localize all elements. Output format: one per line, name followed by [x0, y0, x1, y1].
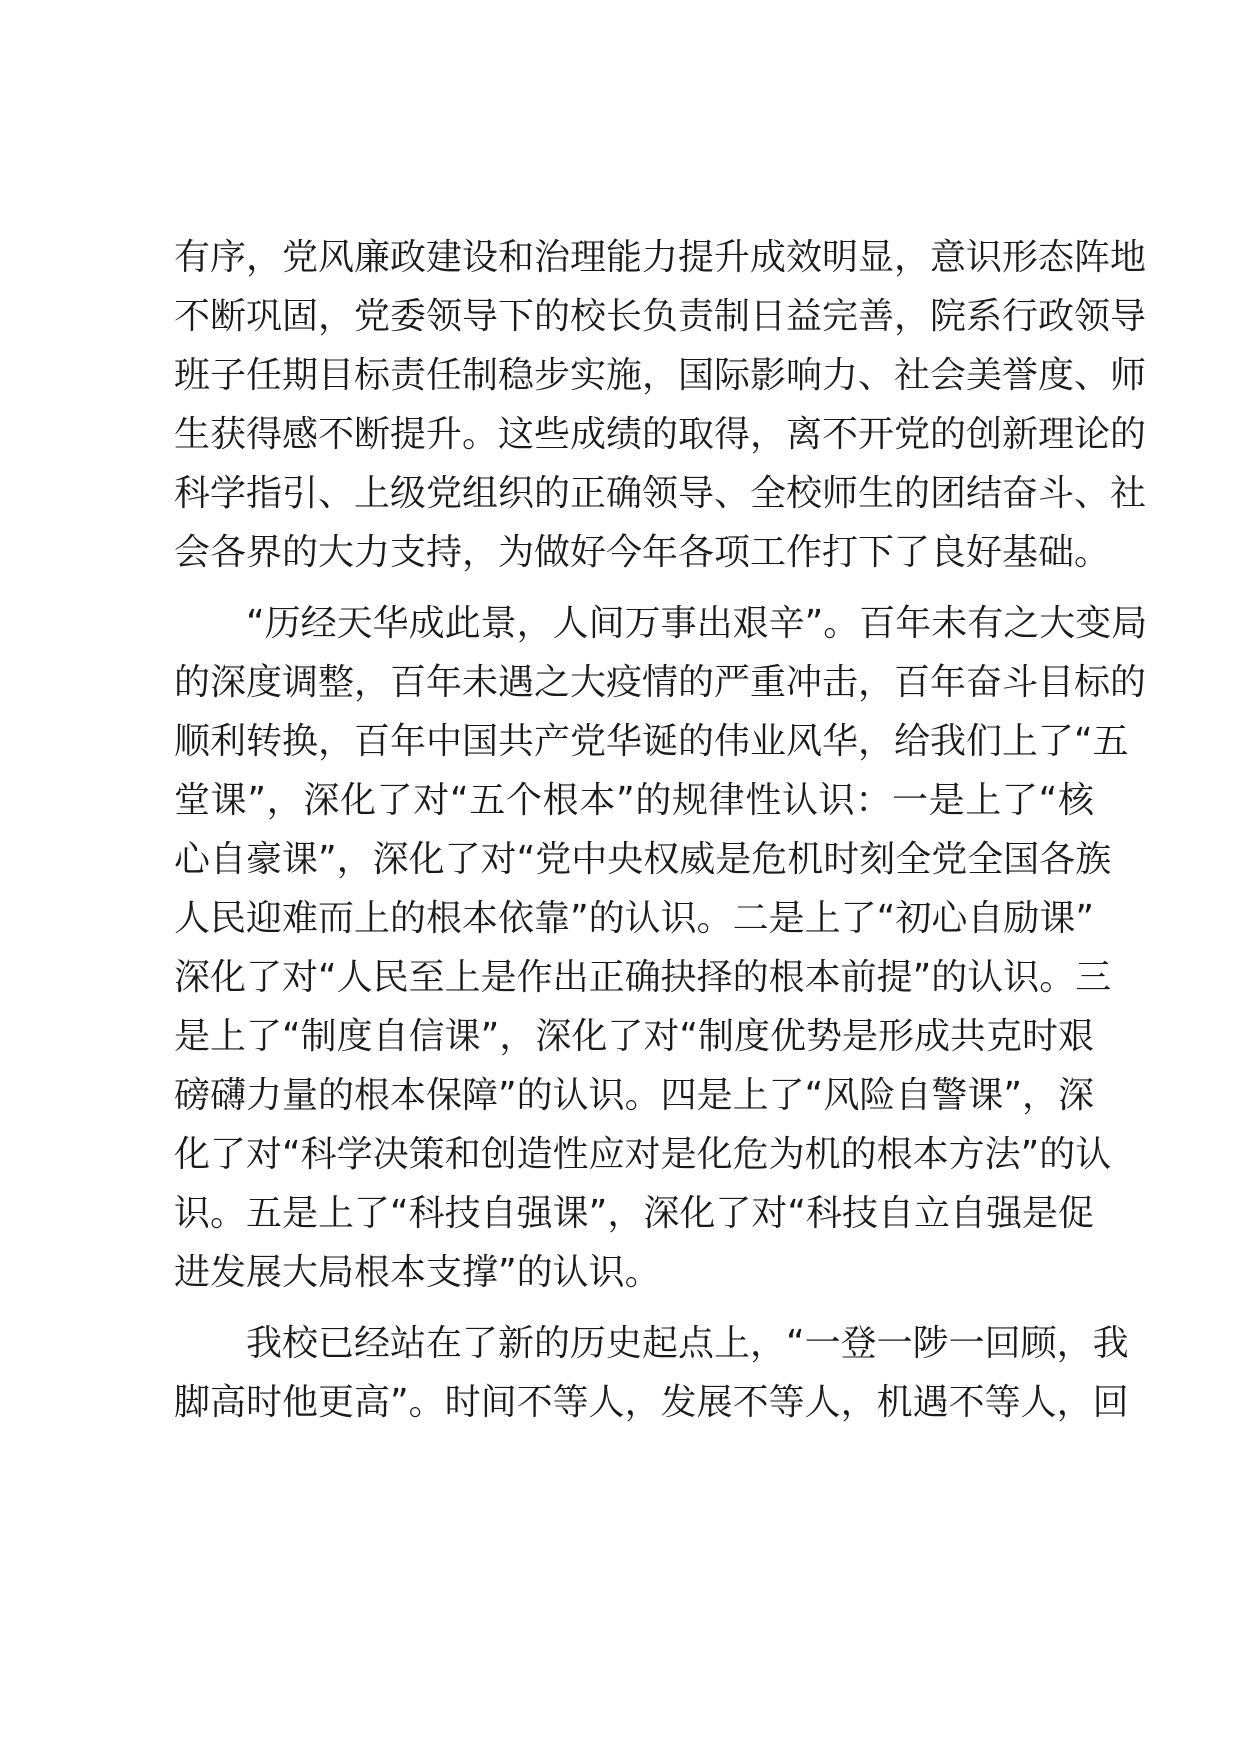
text-line: 顺利转换，百年中国共产党华诞的伟业风华，给我们上了“五	[174, 721, 1129, 762]
paragraph-3	[174, 1314, 1129, 1432]
text-line: 堂课”，深化了对“五个根本”的规律性认识：一是上了“核	[174, 780, 1094, 821]
paragraph-1	[174, 228, 1147, 582]
text-line: 的深度调整，百年未遇之大疫情的严重冲击，百年奋斗目标的	[174, 662, 1147, 703]
text-line: 不断巩固，党委领导下的校长负责制日益完善，院系行政领导	[174, 296, 1147, 337]
text-line: 是上了“制度自信课”，深化了对“制度优势是形成共克时艰	[174, 1016, 1094, 1057]
text-line: 脚高时他更高”。时间不等人，发展不等人，机遇不等人，回	[174, 1382, 1129, 1423]
text-line: 心自豪课”，深化了对“党中央权威是危机时刻全党全国各族	[174, 839, 1112, 880]
text-line: 有序，党风廉政建设和治理能力提升成效明显，意识形态阵地	[174, 237, 1147, 278]
text-line: 我校已经站在了新的历史起点上，“一登一陟一回顾，我	[174, 1323, 1129, 1364]
text-line: 生获得感不断提升。这些成绩的取得，离不开党的创新理论的	[174, 414, 1147, 455]
text-line: 深化了对“人民至上是作出正确抉择的根本前提”的认识。三	[174, 957, 1112, 998]
text-line: 科学指引、上级党组织的正确领导、全校师生的团结奋斗、社	[174, 473, 1147, 514]
text-line: 人民迎难而上的根本依靠”的认识。二是上了“初心自励课”	[174, 898, 1094, 939]
text-line: 班子任期目标责任制稳步实施，国际影响力、社会美誉度、师	[174, 355, 1147, 396]
text-line: 化了对“科学决策和创造性应对是化危为机的根本方法”的认	[174, 1134, 1112, 1175]
text-line: 识。五是上了“科技自强课”，深化了对“科技自立自强是促	[174, 1193, 1094, 1234]
document-body	[174, 228, 1148, 1432]
text-line: 进发展大局根本支撑”的认识。	[174, 1252, 661, 1293]
text-line: 磅礴力量的根本保障”的认识。四是上了“风险自警课”，深	[174, 1075, 1094, 1116]
text-line: 会各界的大力支持，为做好今年各项工作打下了良好基础。	[174, 532, 1111, 573]
paragraph-spacer	[174, 582, 1094, 594]
paragraph-2	[174, 594, 1148, 1302]
paragraph-spacer	[174, 1302, 1094, 1314]
text-line: “历经天华成此景，人间万事出艰辛”。百年未有之大变局	[174, 603, 1148, 644]
